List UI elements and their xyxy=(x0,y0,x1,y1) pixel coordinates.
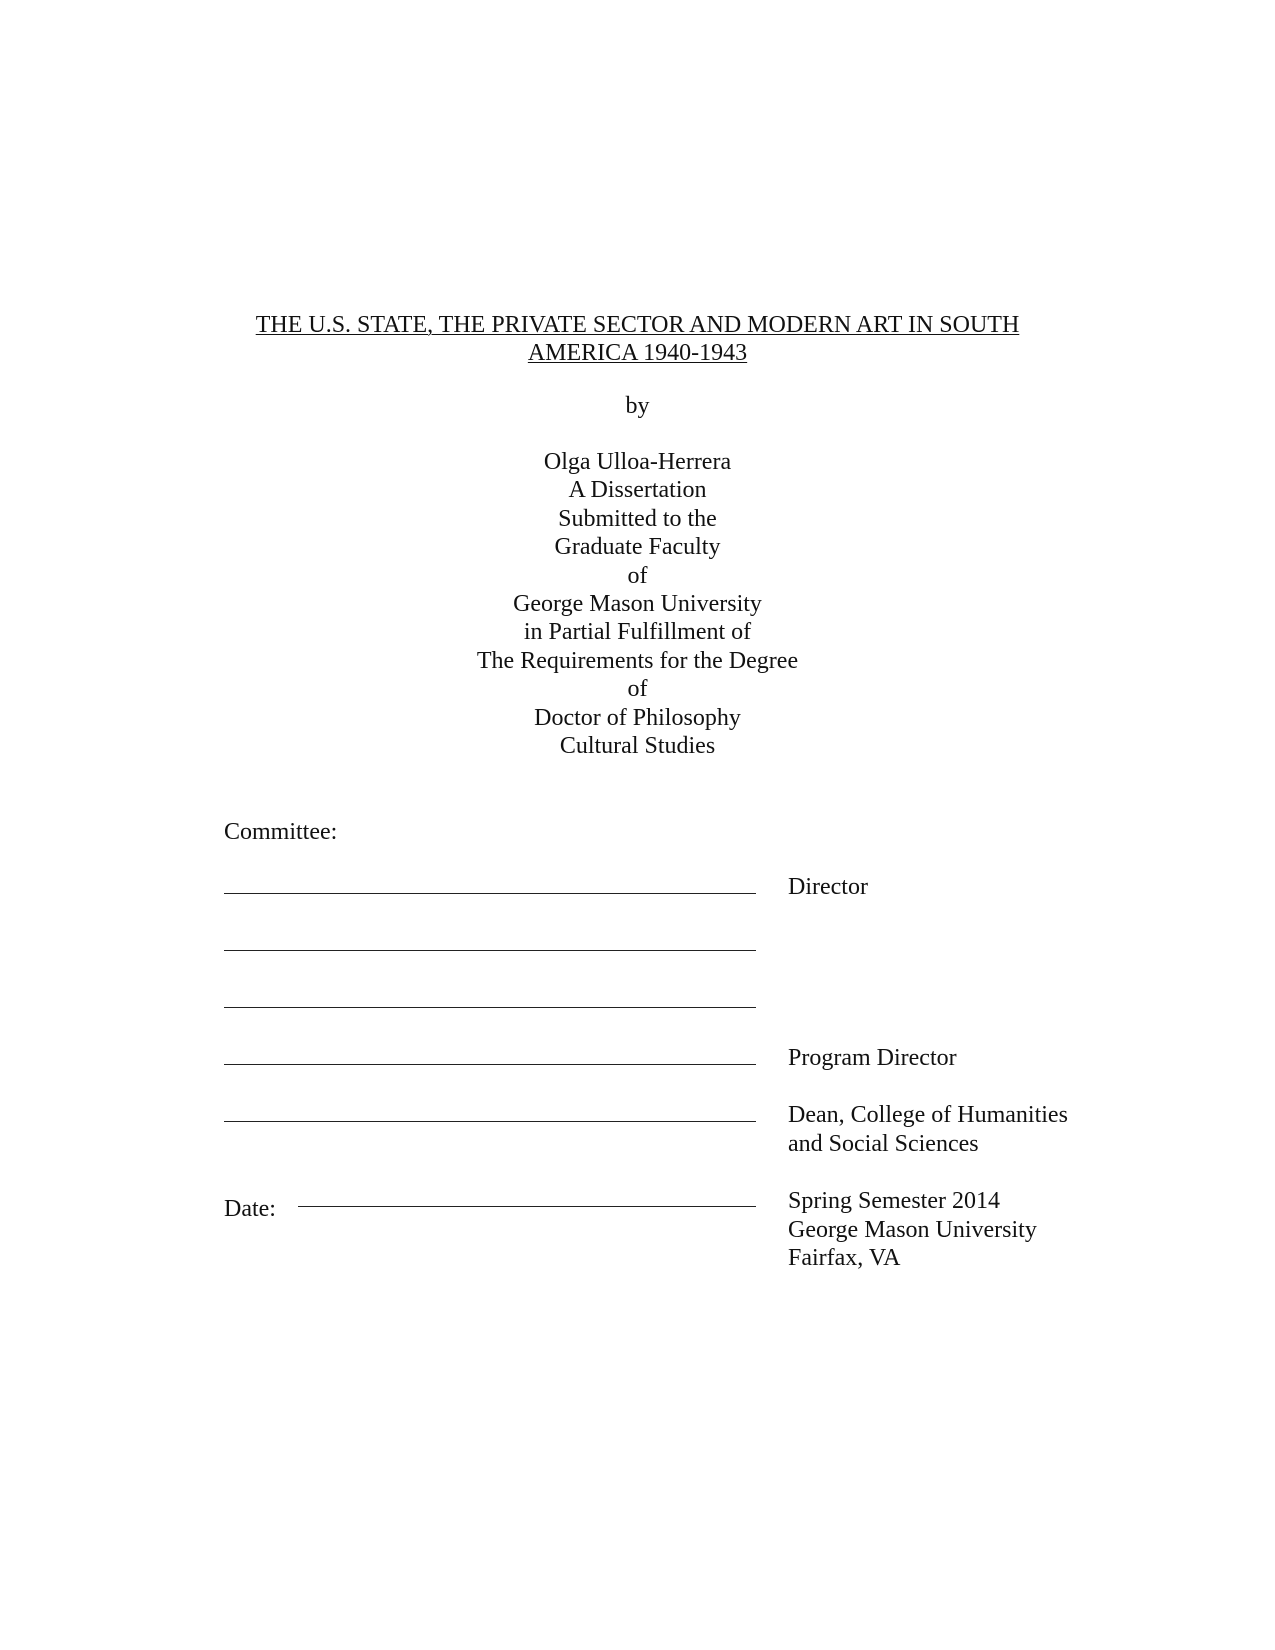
signature-line-dean[interactable] xyxy=(224,1121,756,1122)
title-line-2: AMERICA 1940-1943 xyxy=(527,340,748,366)
date-line[interactable] xyxy=(298,1206,756,1207)
degree-line: Doctor of Philosophy xyxy=(534,704,741,731)
date-label: Date: xyxy=(224,1196,276,1222)
signature-line-member-1[interactable] xyxy=(224,950,756,951)
requirements-line: The Requirements for the Degree xyxy=(476,647,799,674)
university-line: George Mason University xyxy=(513,591,762,618)
footer-info xyxy=(788,1187,1037,1273)
faculty-line: Graduate Faculty xyxy=(554,534,721,561)
location-text: Fairfax, VA xyxy=(788,1245,901,1271)
signature-line-member-2[interactable] xyxy=(224,1007,756,1008)
of-line-1: of xyxy=(627,562,648,589)
by-label: by xyxy=(625,393,650,419)
dean-role-label xyxy=(788,1101,1068,1158)
program-director-role-label: Program Director xyxy=(788,1045,957,1071)
director-role-label: Director xyxy=(788,874,868,900)
signature-line-director[interactable] xyxy=(224,893,756,894)
footer-university-text: George Mason University xyxy=(788,1216,1037,1243)
of-line-2: of xyxy=(627,676,648,703)
dissertation-title xyxy=(200,311,1075,367)
author-name: Olga Ulloa-Herrera xyxy=(543,449,732,475)
author-degree-block xyxy=(0,448,1275,760)
fulfillment-line: in Partial Fulfillment of xyxy=(523,619,752,646)
dean-role-line-1: Dean, College of Humanities xyxy=(788,1102,1068,1128)
semester-text: Spring Semester 2014 xyxy=(788,1188,1000,1214)
submitted-line: Submitted to the xyxy=(558,505,717,532)
program-line: Cultural Studies xyxy=(559,733,716,760)
title-line-1: THE U.S. STATE, THE PRIVATE SECTOR AND MODERN ART IN SOUTH xyxy=(255,312,1020,338)
signature-line-program-director[interactable] xyxy=(224,1064,756,1065)
dean-role-line-2: and Social Sciences xyxy=(788,1130,979,1157)
document-type: A Dissertation xyxy=(568,477,707,504)
committee-label: Committee: xyxy=(224,819,338,845)
